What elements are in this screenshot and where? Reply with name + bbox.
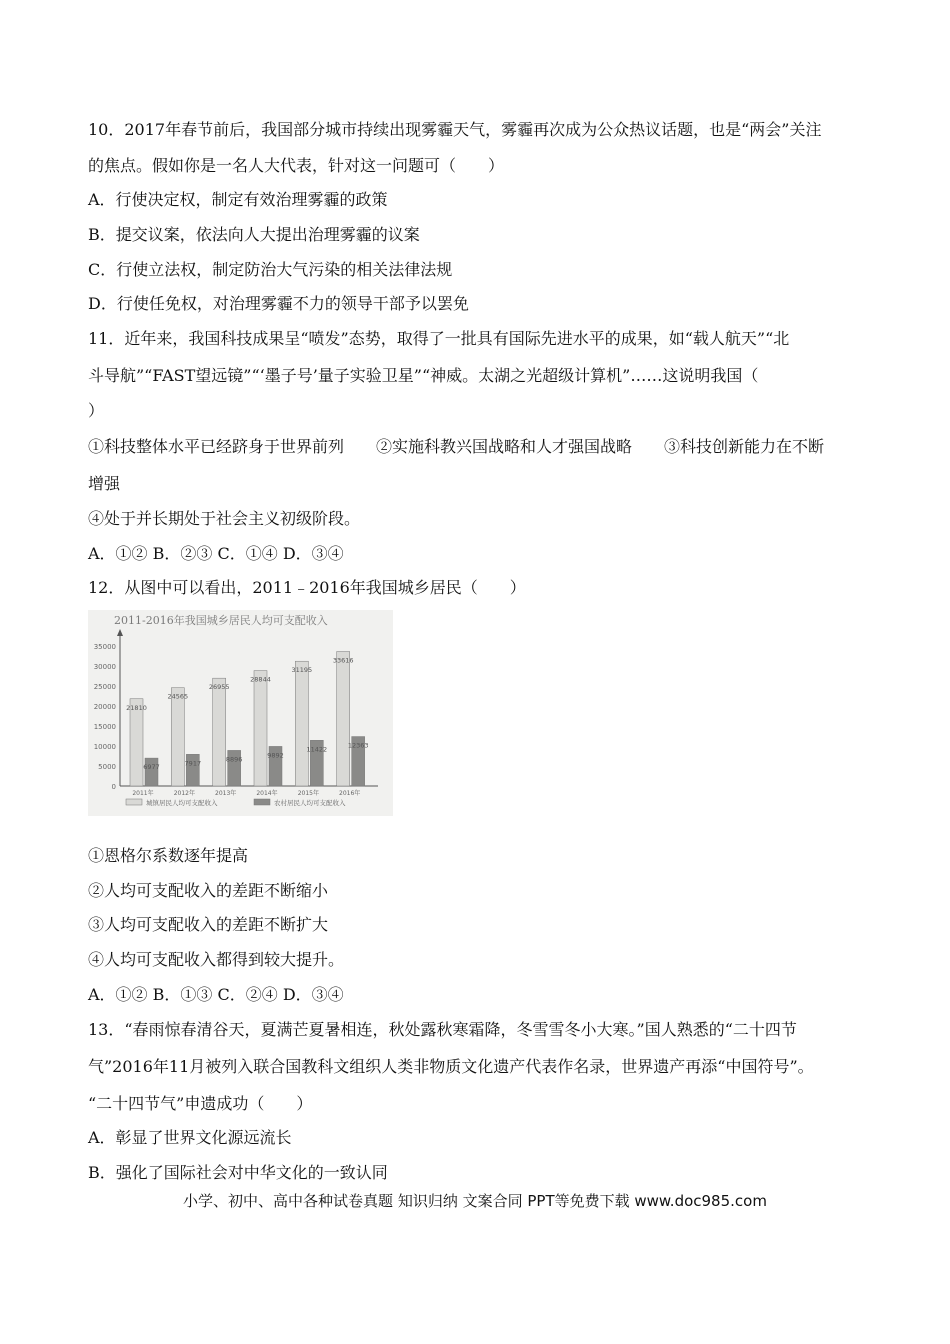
bar-value-label: 12363 [347, 741, 369, 750]
q12-statement-3: ③人均可支配收入的差距不断扩大 [88, 915, 329, 934]
x-tick-label: 2011年 [132, 790, 154, 797]
q11-stem-line1: 11．近年来，我国科技成果呈“喷发”态势，取得了一批具有国际先进水平的成果，如“载人航天”“北 [88, 329, 790, 348]
q11-stem-line2: 斗导航”“FAST望远镜”“‘墨子号’量子实验卫星”“神威。太湖之光超级计算机”……这说明我国（ [88, 366, 759, 385]
q12-statement-1: ①恩格尔系数逐年提高 [88, 846, 249, 865]
bar-urban [171, 688, 184, 786]
bar-value-label: 7917 [184, 759, 202, 768]
y-tick-label: 25000 [93, 683, 116, 691]
q10-option-d: D．行使任免权，对治理雾霾不力的领导干部予以罢免 [88, 294, 469, 313]
bar-urban [254, 671, 267, 786]
y-tick-label: 35000 [93, 643, 116, 651]
legend-label: 农村居民人均可支配收入 [274, 799, 346, 807]
bar-value-label: 33616 [332, 656, 354, 665]
x-tick-label: 2015年 [297, 790, 319, 797]
y-axis-arrow [117, 629, 123, 636]
q13-stem-line3: “二十四节气”申遗成功（ ） [88, 1094, 313, 1113]
bar-urban [130, 699, 143, 786]
legend-swatch [126, 799, 142, 805]
y-tick-label: 20000 [93, 703, 116, 711]
q13-option-a: A．彰显了世界文化源远流长 [88, 1128, 292, 1147]
bar-value-label: 28844 [250, 675, 271, 684]
bar-urban [213, 678, 226, 786]
y-tick-label: 5000 [98, 763, 116, 771]
bar-urban [295, 661, 308, 786]
income-bar-chart [88, 610, 393, 816]
q11-statement-line2: 增强 [88, 474, 121, 493]
q11-statement-line3: ④处于并长期处于社会主义初级阶段。 [88, 509, 361, 528]
x-tick-label: 2016年 [339, 790, 361, 797]
q11-stem-line3: ） [88, 401, 105, 420]
q12-stem: 12．从图中可以看出，2011﹣2016年我国城乡居民（ ） [88, 578, 526, 597]
q10-option-a: A．行使决定权，制定有效治理雾霾的政策 [88, 190, 388, 209]
y-tick-label: 15000 [93, 723, 116, 731]
bar-value-label: 9892 [267, 751, 284, 760]
bar-value-label: 21810 [126, 703, 147, 712]
bar-value-label: 24565 [167, 692, 189, 701]
chart-title: 2011-2016年我国城乡居民人均可支配收入 [114, 614, 328, 627]
bar-value-label: 8896 [225, 755, 243, 764]
q12-statement-2: ②人均可支配收入的差距不断缩小 [88, 881, 329, 900]
y-tick-label: 30000 [93, 663, 116, 671]
x-tick-label: 2012年 [173, 790, 195, 797]
q11-statement-line1: ①科技整体水平已经跻身于世界前列 ②实施科教兴国战略和人才强国战略 ③科技创新能力在不断 [88, 437, 825, 456]
q10-stem-line1: 10．2017年春节前后，我国部分城市持续出现雾霾天气，雾霾再次成为公众热议话题，也是“两会”关注 [88, 120, 822, 139]
q13-stem-line2: 气”2016年11月被列入联合国教科文组织人类非物质文化遗产代表作名录，世界遗产再添“中国符号”。 [88, 1057, 814, 1076]
bar-value-label: 31195 [291, 666, 313, 675]
bar-value-label: 26955 [208, 683, 230, 692]
q12-answers: A．①② B．①③ C．②④ D．③④ [88, 985, 344, 1004]
q12-statement-4: ④人均可支配收入都得到较大提升。 [88, 950, 345, 969]
bar-value-label: 6977 [143, 763, 160, 772]
y-tick-label: 10000 [93, 743, 116, 751]
q13-stem-line1: 13．“春雨惊春清谷天，夏满芒夏暑相连，秋处露秋寒霜降，冬雪雪冬小大寒。”国人熟悉的“二十四节 [88, 1020, 797, 1039]
page-footer: 小学、初中、高中各种试卷真题 知识归纳 文案合同 PPT等免费下载 www.doc985.com [183, 1192, 767, 1210]
y-tick-label: 0 [111, 783, 116, 791]
q11-answers: A．①② B．②③ C．①④ D．③④ [88, 544, 344, 563]
q13-option-b: B．强化了国际社会对中华文化的一致认同 [88, 1163, 388, 1182]
income-bar-chart-svg [88, 610, 393, 816]
q10-stem-line2: 的焦点。假如你是一名人大代表，针对这一问题可（ ） [88, 156, 505, 175]
legend-label: 城镇居民人均可支配收入 [146, 799, 218, 807]
x-tick-label: 2014年 [256, 790, 278, 797]
legend-swatch [254, 799, 270, 805]
x-tick-label: 2013年 [215, 790, 237, 797]
bar-value-label: 11422 [306, 745, 328, 754]
q10-option-b: B．提交议案，依法向人大提出治理雾霾的议案 [88, 225, 420, 244]
bar-urban [337, 652, 350, 786]
q10-option-c: C．行使立法权，制定防治大气污染的相关法律法规 [88, 260, 453, 279]
